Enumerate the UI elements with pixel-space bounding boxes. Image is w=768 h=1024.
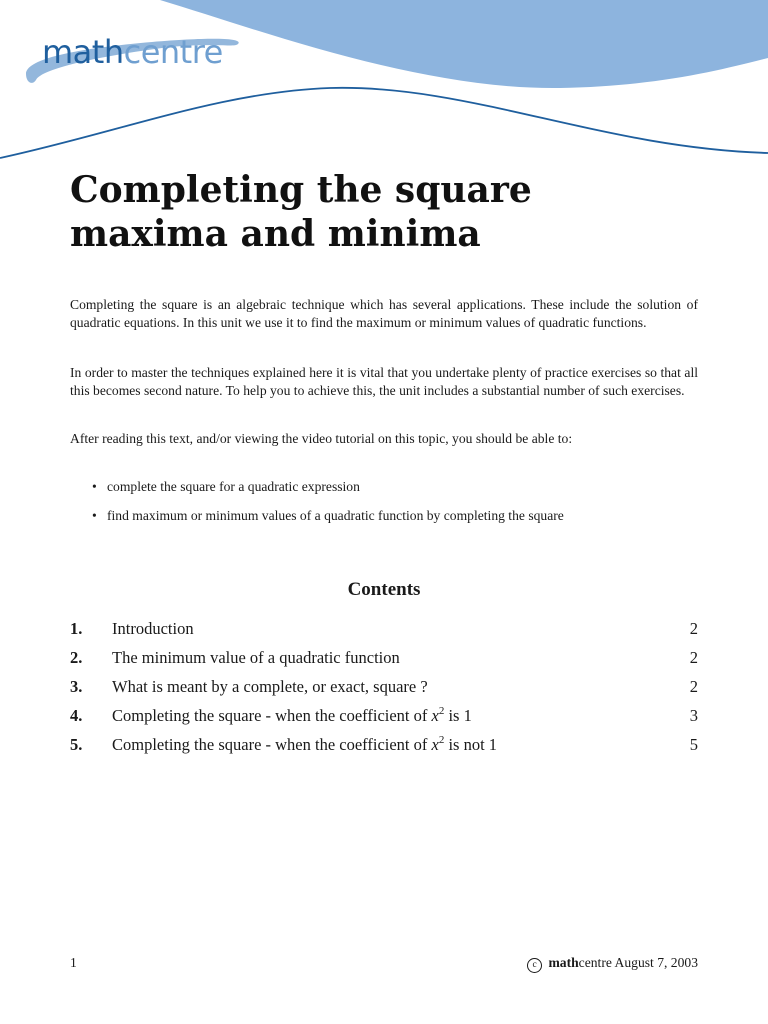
toc-title-prefix: Completing the square - when the coefficient of — [112, 706, 432, 725]
toc-entry-page: 5 — [689, 735, 698, 754]
objective-text: complete the square for a quadratic expression — [107, 479, 360, 494]
toc-entry-page: 2 — [689, 677, 698, 696]
toc-entry-number: 5. — [70, 735, 83, 754]
table-of-contents — [70, 618, 698, 763]
bullet-icon: • — [92, 508, 97, 523]
objective-item — [90, 507, 564, 524]
math-variable: x — [431, 735, 439, 754]
logo-centre-text: centre — [123, 33, 223, 71]
footer-date: August 7, 2003 — [614, 955, 698, 970]
toc-entry-title[interactable] — [112, 705, 472, 727]
toc-entry-title[interactable]: The minimum value of a quadratic function — [112, 648, 400, 667]
objective-item — [90, 478, 564, 495]
toc-entry-number: 4. — [70, 706, 83, 725]
intro-paragraph-1: Completing the square is an algebraic technique which has several applications. These include the solution of quadratic equations. In this unit we use it to find the maximum or minimum values of quadratic functions. — [70, 297, 698, 330]
toc-entry-page: 2 — [689, 619, 698, 638]
footer-credit — [527, 955, 698, 973]
contents-heading: Contents — [347, 579, 421, 600]
title-line-1: Completing the square — [70, 169, 532, 211]
toc-entry-page: 3 — [689, 706, 698, 725]
toc-entry-number: 3. — [70, 677, 83, 696]
footer-page-number: 1 — [70, 955, 77, 970]
bullet-icon: • — [92, 479, 97, 494]
objectives-list — [90, 478, 564, 536]
intro-paragraph-3: After reading this text, and/or viewing the video tutorial on this topic, you should be able to: — [70, 431, 573, 446]
toc-title-prefix: Completing the square - when the coefficient of — [112, 735, 432, 754]
intro-paragraph-2: In order to master the techniques explained here it is vital that you undertake plenty of practice exercises so that all this becomes second nature. To help you to achieve this, the unit includes a substantial number of such exercises. — [70, 365, 698, 398]
toc-title-suffix: is not 1 — [444, 735, 498, 754]
toc-entry-number: 1. — [70, 619, 83, 638]
math-variable: x — [431, 706, 439, 725]
math-exponent: 2 — [438, 705, 445, 717]
toc-entry-title[interactable]: What is meant by a complete, or exact, square ? — [112, 677, 428, 696]
toc-entry-page: 2 — [689, 648, 698, 667]
math-exponent: 2 — [438, 734, 445, 746]
toc-entry[interactable] — [70, 705, 698, 734]
toc-entry-title[interactable] — [112, 734, 497, 756]
header-wave-line — [0, 88, 768, 158]
objective-text: find maximum or minimum values of a quadratic function by completing the square — [107, 508, 564, 523]
toc-entry[interactable] — [70, 676, 698, 705]
logo-math-text: math — [42, 33, 124, 71]
copyright-icon: c — [527, 958, 542, 973]
toc-title-suffix: is 1 — [444, 706, 472, 725]
footer-brand-rest: centre — [578, 955, 612, 970]
toc-entry-title[interactable]: Introduction — [112, 619, 194, 638]
mathcentre-logo — [42, 33, 223, 71]
toc-entry[interactable] — [70, 647, 698, 676]
toc-entry[interactable] — [70, 734, 698, 763]
toc-entry[interactable] — [70, 618, 698, 647]
title-line-2: maxima and minima — [70, 213, 481, 255]
page-title — [70, 168, 532, 256]
footer-brand-bold: math — [548, 955, 579, 970]
toc-entry-number: 2. — [70, 648, 83, 667]
